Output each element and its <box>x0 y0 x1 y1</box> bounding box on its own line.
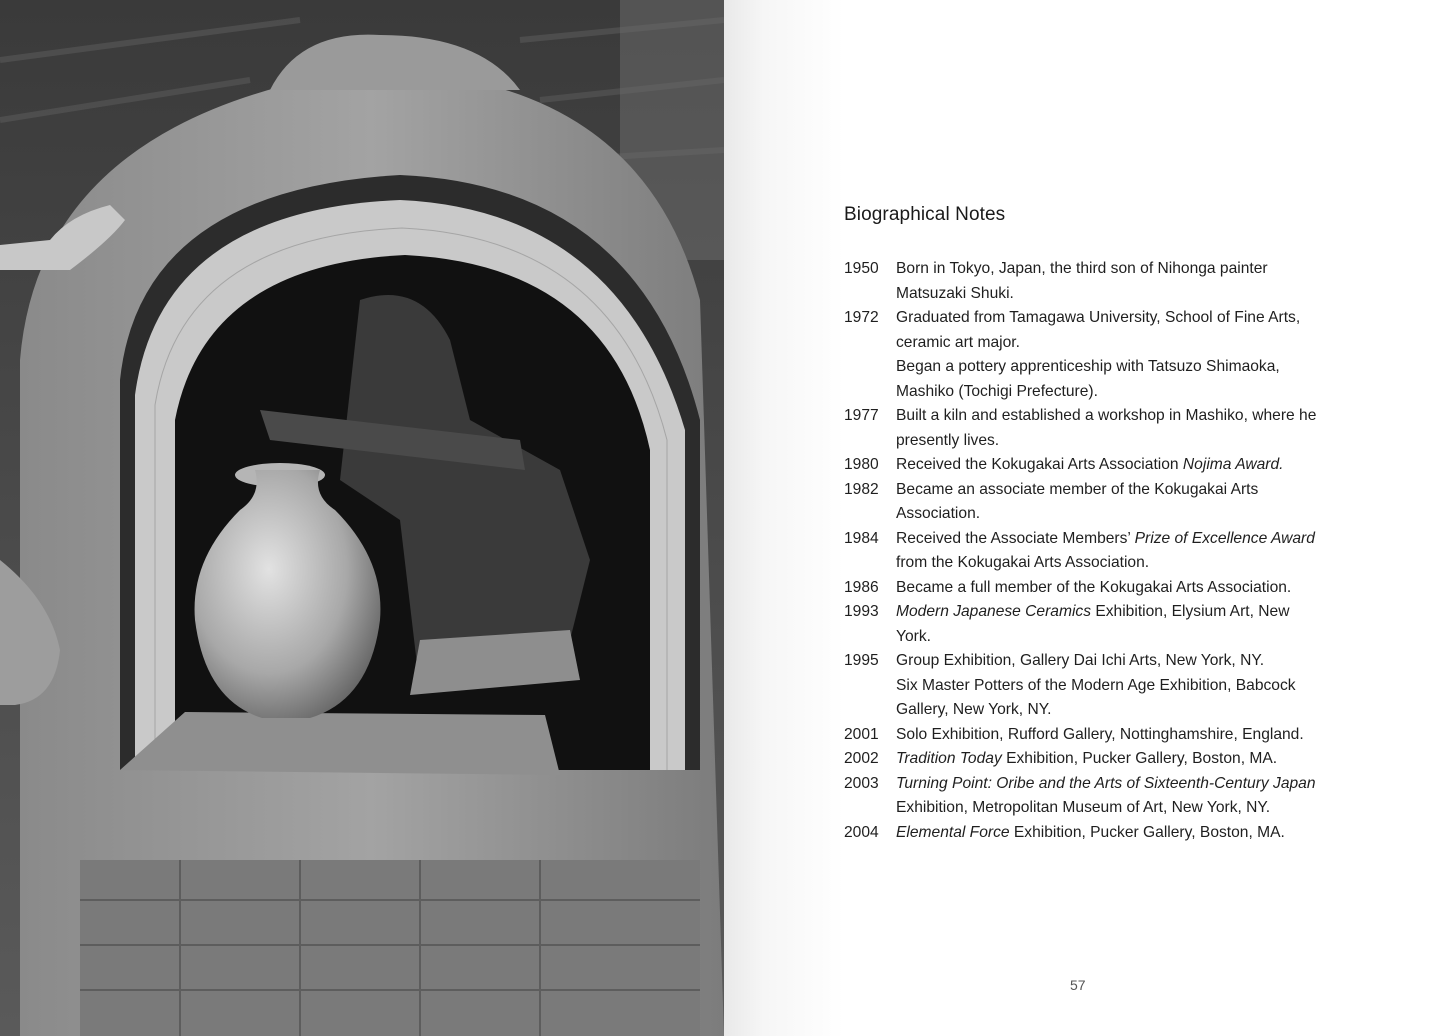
bio-entry <box>844 747 1324 772</box>
bio-entry <box>844 576 1324 601</box>
bio-year: 1977 <box>844 407 879 424</box>
text-page <box>724 0 1445 1036</box>
bio-year: 1986 <box>844 578 879 596</box>
bio-year <box>844 355 896 404</box>
bio-entry <box>844 527 1324 576</box>
bio-year: 2002 <box>844 750 879 767</box>
bio-year: 1980 <box>844 456 879 473</box>
bio-entry <box>844 772 1324 821</box>
bio-entry <box>844 821 1324 846</box>
bio-text: Received the Associate Members’ Prize of Excellence Award from the Kokugakai Arts Association. <box>896 529 1315 571</box>
bio-entry <box>844 306 1324 355</box>
bio-text: Solo Exhibition, Rufford Gallery, Nottinghamshire, England. <box>896 725 1304 743</box>
page-number: 57 <box>1070 977 1086 993</box>
bio-year: 1984 <box>844 529 879 547</box>
bio-text: Began a pottery apprenticeship with Tatsuzo Shimaoka, Mashiko (Tochigi Prefecture). <box>896 358 1280 400</box>
bio-text: Tradition Today Exhibition, Pucker Gallery, Boston, MA. <box>896 750 1278 767</box>
bio-entry <box>844 649 1324 674</box>
bio-entry <box>844 355 1324 404</box>
bio-text: Became an associate member of the Kokugakai Arts Association. <box>896 480 1259 522</box>
bio-year: 1993 <box>844 603 879 620</box>
bio-text: Born in Tokyo, Japan, the third son of Nihonga painter Matsuzaki Shuki. <box>896 260 1268 302</box>
bio-text: Six Master Potters of the Modern Age Exhibition, Babcock Gallery, New York, NY. <box>896 676 1296 718</box>
bio-text: Turning Point: Oribe and the Arts of Sixteenth-Century Japan Exhibition, Metropolitan Museum of Art, New York, NY. <box>896 774 1316 816</box>
bio-entry <box>844 600 1324 649</box>
page-title: Biographical Notes <box>844 204 1006 225</box>
bio-year: 2001 <box>844 725 879 743</box>
bio-text: Modern Japanese Ceramics Exhibition, Elysium Art, New York. <box>896 603 1290 645</box>
bio-entry <box>844 674 1324 723</box>
bio-entry <box>844 453 1324 478</box>
bio-year: 1950 <box>844 260 879 277</box>
biography-list <box>844 257 1324 845</box>
bio-year <box>844 674 896 723</box>
bio-entry <box>844 723 1324 748</box>
bio-text: Elemental Force Exhibition, Pucker Gallery, Boston, MA. <box>896 823 1285 841</box>
bio-year: 1982 <box>844 480 879 498</box>
bio-text: Built a kiln and established a workshop in Mashiko, where he presently lives. <box>896 407 1317 449</box>
bio-text: Became a full member of the Kokugakai Arts Association. <box>896 578 1292 596</box>
bio-year: 1995 <box>844 652 879 669</box>
bio-entry <box>844 257 1324 306</box>
bio-text: Graduated from Tamagawa University, School of Fine Arts, ceramic art major. <box>896 309 1301 351</box>
bio-entry <box>844 404 1324 453</box>
bio-year: 2003 <box>844 774 879 792</box>
bio-year: 1972 <box>844 309 879 326</box>
bio-text: Group Exhibition, Gallery Dai Ichi Arts, New York, NY. <box>896 652 1265 669</box>
bio-entry <box>844 478 1324 527</box>
bio-text: Received the Kokugakai Arts Association Nojima Award. <box>896 456 1284 473</box>
bio-year: 2004 <box>844 823 879 841</box>
